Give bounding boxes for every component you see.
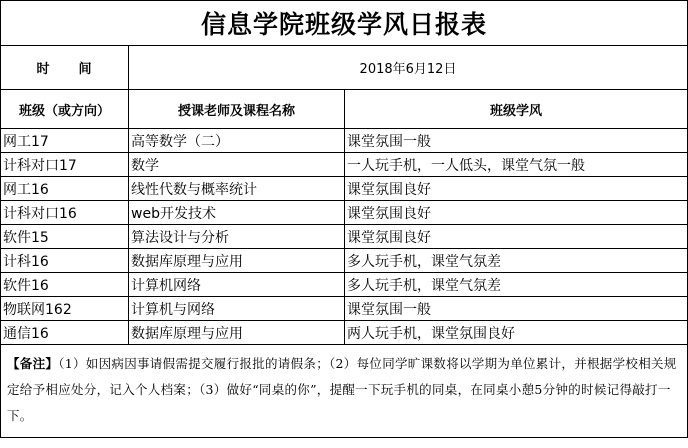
class-cell: 计科16 — [1, 249, 129, 273]
course-cell: 计算机网络 — [129, 273, 345, 297]
table-row — [1, 225, 688, 249]
header-row — [1, 90, 688, 129]
header-study-style: 班级学风 — [345, 90, 688, 129]
class-cell: 软件15 — [1, 225, 129, 249]
class-cell: 计科对口16 — [1, 201, 129, 225]
class-cell: 软件16 — [1, 273, 129, 297]
class-cell: 网工17 — [1, 129, 129, 153]
table-row — [1, 321, 688, 345]
style-cell: 课堂氛围一般 — [345, 129, 688, 153]
table-row — [1, 201, 688, 225]
table-row — [1, 129, 688, 153]
style-cell: 课堂氛围良好 — [345, 201, 688, 225]
course-cell: 数据库原理与应用 — [129, 321, 345, 345]
style-cell: 多人玩手机，课堂气氛差 — [345, 273, 688, 297]
course-cell: 算法设计与分析 — [129, 225, 345, 249]
class-cell: 网工16 — [1, 177, 129, 201]
course-cell: 线性代数与概率统计 — [129, 177, 345, 201]
class-cell: 通信16 — [1, 321, 129, 345]
style-cell: 两人玩手机，课堂氛围良好 — [345, 321, 688, 345]
table-row — [1, 249, 688, 273]
style-cell: 课堂氛围良好 — [345, 225, 688, 249]
table-row — [1, 297, 688, 321]
notes-label: 【备注】 — [7, 356, 59, 371]
class-cell: 计科对口17 — [1, 153, 129, 177]
notes-row — [1, 345, 688, 438]
header-class: 班级（或方向） — [1, 90, 129, 129]
table-row — [1, 177, 688, 201]
style-cell: 课堂氛围一般 — [345, 297, 688, 321]
course-cell: web开发技术 — [129, 201, 345, 225]
report-title: 信息学院班级学风日报表 — [1, 1, 688, 46]
course-cell: 数据库原理与应用 — [129, 249, 345, 273]
table-row — [1, 153, 688, 177]
class-cell: 物联网162 — [1, 297, 129, 321]
style-cell: 多人玩手机，课堂气氛差 — [345, 249, 688, 273]
date-row — [1, 46, 688, 90]
date-value: 2018年6月12日 — [129, 46, 688, 90]
notes-text: （1）如因病因事请假需提交履行报批的请假条；（2）每位同学旷课数将以学期为单位累计，并根据学校相关规定给予相应处分，记入个人档案；（3）做好“同桌的你”，提醒一下玩手机的同桌，在同桌小憩5分钟的时候记得敲打一下。 — [7, 356, 677, 423]
date-label: 时 间 — [1, 46, 129, 90]
course-cell: 数学 — [129, 153, 345, 177]
style-cell: 一人玩手机，一人低头，课堂气氛一般 — [345, 153, 688, 177]
notes-cell — [1, 345, 688, 438]
table-row — [1, 273, 688, 297]
course-cell: 高等数学（二） — [129, 129, 345, 153]
title-row — [1, 1, 688, 46]
header-teacher-course: 授课老师及课程名称 — [129, 90, 345, 129]
style-cell: 课堂氛围良好 — [345, 177, 688, 201]
course-cell: 计算机与网络 — [129, 297, 345, 321]
